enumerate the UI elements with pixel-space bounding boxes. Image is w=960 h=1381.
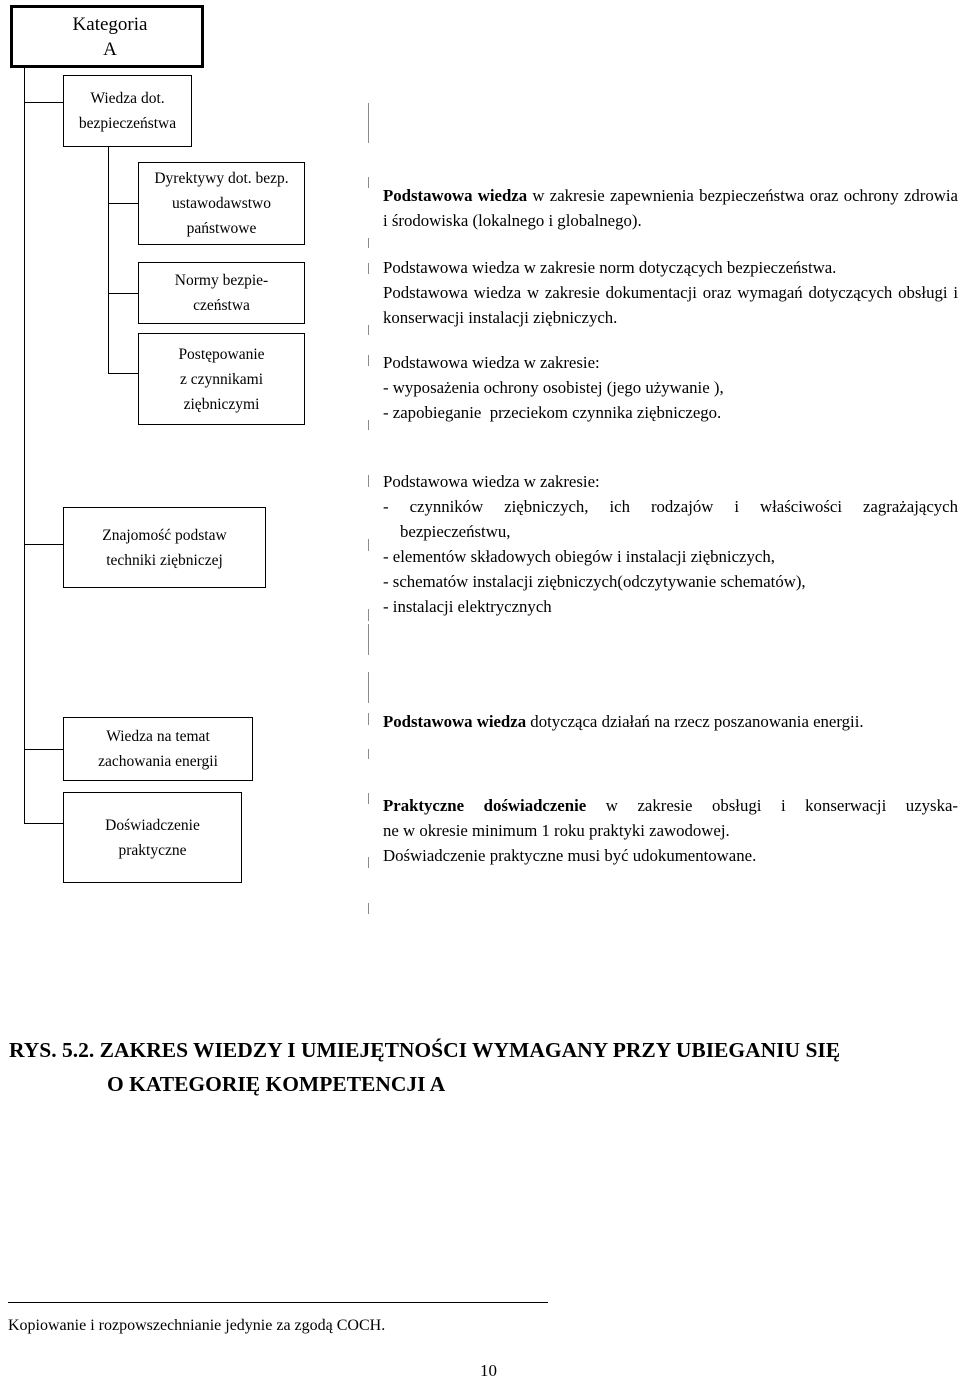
page-number: 10 xyxy=(480,1361,497,1380)
column-separator-tick xyxy=(368,793,369,804)
caption-line-2: O KATEGORIĘ KOMPETENCJI A xyxy=(107,1072,446,1096)
column-separator-tick xyxy=(368,857,369,868)
norms-line-2: czeństwa xyxy=(193,297,250,314)
connector-energy xyxy=(24,749,63,750)
main-trunk-line xyxy=(24,68,25,823)
column-separator-tick xyxy=(368,355,369,366)
sub-trunk-line xyxy=(108,147,109,373)
norms-desc-line-1: Podstawowa wiedza w zakresie norm dotyczących bezpieczeństwa. xyxy=(383,258,837,277)
energy-line-1: Wiedza na temat xyxy=(106,728,210,745)
practice-desc-bold-2: doświadczenie xyxy=(483,796,587,815)
norms-description xyxy=(383,255,958,330)
connector-technique xyxy=(24,544,63,545)
column-separator-tick xyxy=(368,263,369,274)
refrigerant-handling-box xyxy=(138,333,305,425)
column-separator-tick xyxy=(368,539,369,551)
practice-line-2: praktyczne xyxy=(118,841,187,859)
practice-desc-text-3: Doświadczenie praktyczne musi być udokumentowane. xyxy=(383,846,757,865)
figure-caption xyxy=(0,1033,960,1101)
practice-description xyxy=(383,793,958,868)
footer-rule xyxy=(8,1302,548,1303)
column-separator-tick xyxy=(368,749,369,759)
column-separator-tick xyxy=(368,624,369,655)
directives-desc-bold: Podstawowa wiedza xyxy=(383,186,528,205)
technique-line-1: Znajomość podstaw xyxy=(102,526,227,544)
handling-desc-item-1: - wyposażenia ochrony osobistej (jego używanie ), xyxy=(383,378,724,397)
column-separator-tick xyxy=(368,713,369,725)
column-separator-tick xyxy=(368,103,369,143)
energy-desc-text: dotycząca działań na rzecz poszanowania energii. xyxy=(526,712,864,731)
column-separator-tick xyxy=(368,903,369,914)
energy-saving-box xyxy=(63,717,253,781)
norms-desc-line-2: Podstawowa wiedza w zakresie dokumentacji oraz wymagań dotyczących obsługi i konserwacji instalacji ziębniczych. xyxy=(383,283,958,327)
root-line-1: Kategoria xyxy=(72,13,148,35)
category-a-root-box xyxy=(10,5,204,68)
column-separator-tick xyxy=(368,609,369,621)
directives-desc-text: w zakresie zapewnienia bezpieczeństwa oraz ochrony zdrowia i środowiska (lokalnego i globalnego). xyxy=(383,186,958,230)
directives-line-1: Dyrektywy dot. bezp. xyxy=(154,170,289,187)
directives-box xyxy=(138,162,305,245)
practice-desc-text-1: w zakresie obsługi i konserwacji uzyska- xyxy=(586,796,958,815)
technique-desc-item-2: - elementów składowych obiegów i instalacji ziębniczych, xyxy=(383,547,775,566)
column-separator-tick xyxy=(368,420,369,430)
practice-line-1: Doświadczenie xyxy=(105,816,200,834)
handling-desc-intro: Podstawowa wiedza w zakresie: xyxy=(383,353,600,372)
directives-line-3: państwowe xyxy=(186,220,257,237)
handling-description xyxy=(383,350,958,425)
column-separator-tick xyxy=(368,238,369,248)
refrigeration-technique-box xyxy=(63,507,266,588)
handling-line-3: ziębniczymi xyxy=(183,395,260,413)
connector-handling xyxy=(108,373,138,374)
connector-practice xyxy=(24,823,63,824)
technique-desc-intro: Podstawowa wiedza w zakresie: xyxy=(383,472,600,491)
technique-description xyxy=(383,469,958,619)
handling-line-1: Postępowanie xyxy=(178,345,265,363)
technique-line-2: techniki ziębniczej xyxy=(106,551,223,569)
technique-desc-item-1: - czynników ziębniczych, ich rodzajów i właściwości zagrażających xyxy=(383,497,958,516)
connector-norms xyxy=(108,293,138,294)
directives-description xyxy=(383,183,958,233)
norms-line-1: Normy bezpie- xyxy=(174,272,269,289)
practice-desc-text-2: ne w okresie minimum 1 roku praktyki zawodowej. xyxy=(383,821,730,840)
column-separator-tick xyxy=(368,672,369,703)
technique-desc-item-3: - schematów instalacji ziębniczych(odczytywanie schematów), xyxy=(383,572,806,591)
energy-line-2: zachowania energii xyxy=(98,753,218,770)
safety-knowledge-box xyxy=(63,75,192,147)
energy-desc-bold: Podstawowa wiedza xyxy=(383,712,527,731)
practical-experience-box xyxy=(63,792,242,883)
safety-norms-box xyxy=(138,262,305,324)
column-separator-tick xyxy=(368,177,369,188)
connector-safety xyxy=(24,102,63,103)
technique-desc-item-1-cont: bezpieczeństwu, xyxy=(400,522,511,541)
safety-line-1: Wiedza dot. xyxy=(90,90,165,107)
practice-desc-bold-1: Praktyczne xyxy=(383,796,465,815)
column-separator-tick xyxy=(368,475,369,487)
directives-line-2: ustawodawstwo xyxy=(171,195,272,212)
energy-description xyxy=(383,709,958,734)
handling-line-2: z czynnikami xyxy=(179,370,264,388)
handling-desc-item-2: - zapobieganie przeciekom czynnika ziębniczego. xyxy=(383,403,722,422)
column-separator-tick xyxy=(368,325,369,335)
safety-line-2: bezpieczeństwa xyxy=(78,115,177,132)
root-line-2: A xyxy=(103,38,117,60)
connector-directives xyxy=(108,203,138,204)
copyright-note: Kopiowanie i rozpowszechnianie jedynie za zgodą COCH. xyxy=(8,1317,386,1334)
caption-line-1: RYS. 5.2. ZAKRES WIEDZY I UMIEJĘTNOŚCI WYMAGANY PRZY UBIEGANIU SIĘ xyxy=(9,1038,841,1062)
technique-desc-item-4: - instalacji elektrycznych xyxy=(383,597,552,616)
